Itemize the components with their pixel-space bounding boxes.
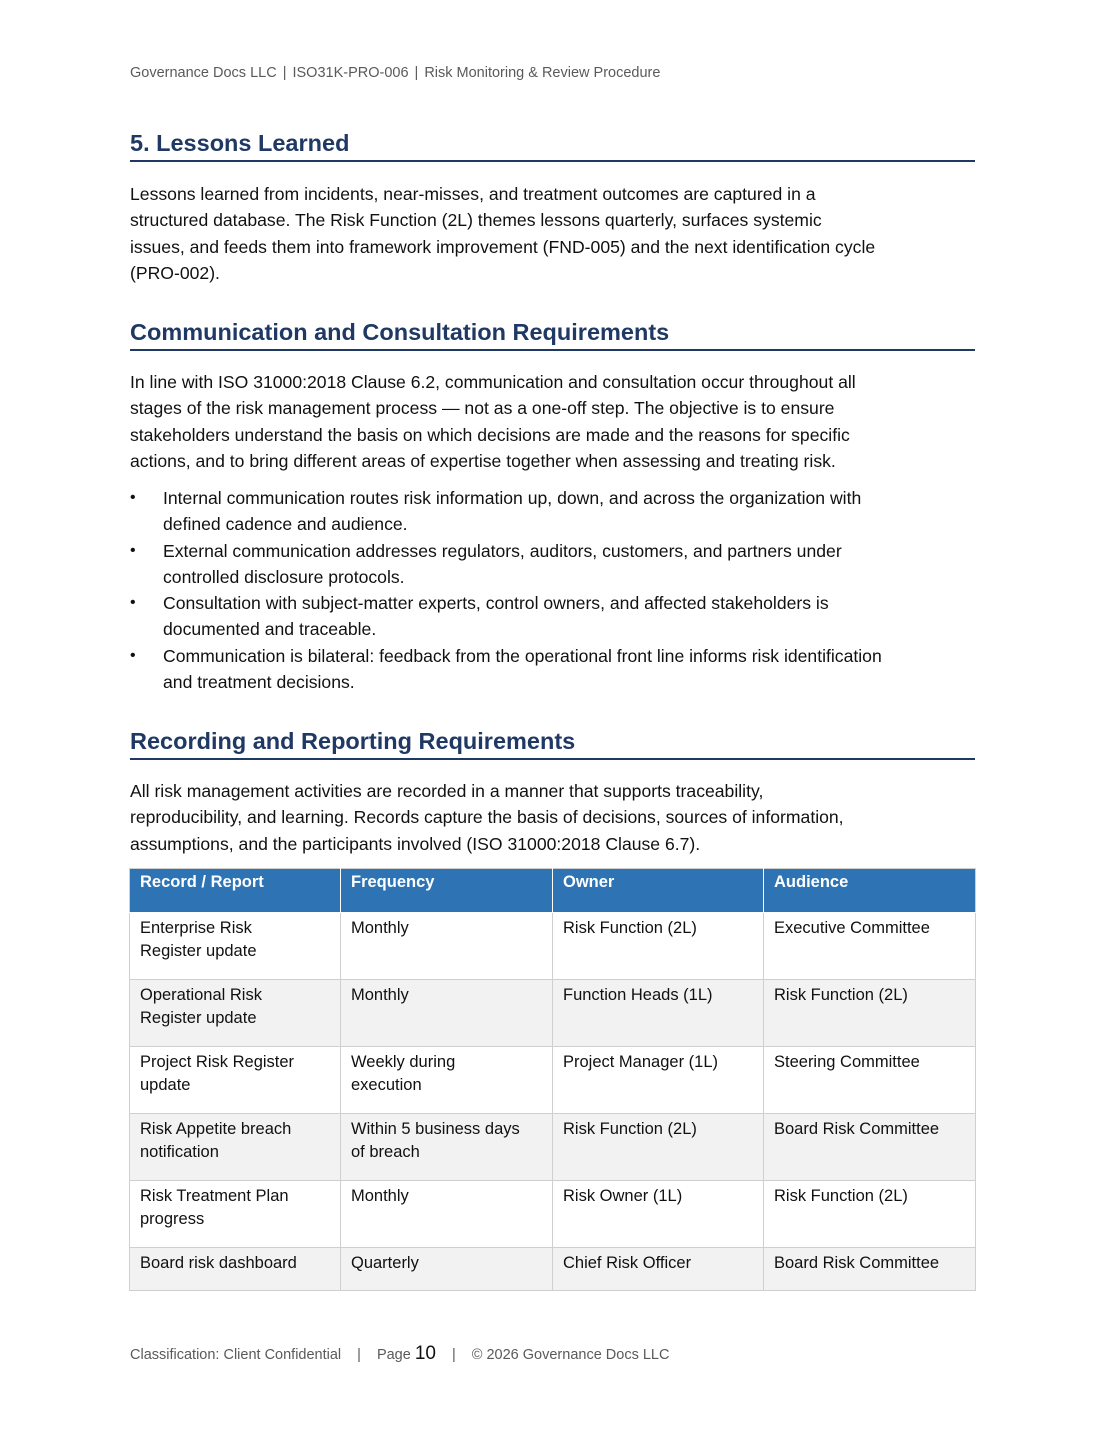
footer-page-number: 10 [414, 1343, 436, 1364]
bullet-item [130, 643, 975, 696]
table-cell [764, 1047, 976, 1114]
cell-line: Chief Risk Officer [563, 1254, 692, 1272]
bullet-icon: • [130, 594, 136, 612]
paragraph-line: reproducibility, and learning. Records capture the basis of decisions, sources of information, [130, 807, 844, 828]
footer-separator: | [357, 1347, 361, 1363]
table-cell [341, 980, 553, 1047]
table-cell [130, 1248, 341, 1291]
cell-line: Risk Appetite breach [140, 1120, 292, 1138]
column-header-owner: Owner [553, 869, 764, 913]
header-separator: | [282, 65, 287, 81]
cell-line: Board Risk Committee [774, 1254, 940, 1272]
cell-line: execution [351, 1076, 422, 1094]
bullet-icon: • [130, 646, 136, 664]
paragraph-line: In line with ISO 31000:2018 Clause 6.2, communication and consultation occur throughout all [130, 372, 856, 392]
bullet-line: External communication addresses regulators, auditors, customers, and partners under [163, 540, 842, 561]
running-header [130, 65, 660, 81]
paragraph-line: stakeholders understand the basis on which decisions are made and the reasons for specific [130, 424, 850, 445]
column-header-frequency: Frequency [341, 869, 553, 913]
communication-bullet-list [130, 485, 975, 695]
footer-classification: Classification: Client Confidential [130, 1347, 342, 1363]
paragraph-line: Lessons learned from incidents, near-misses, and treatment outcomes are captured in a [130, 184, 816, 204]
bullet-item [130, 485, 975, 538]
table-cell [130, 980, 341, 1047]
cell-line: notification [140, 1143, 219, 1161]
cell-line: Monthly [351, 986, 409, 1004]
bullet-line: Consultation with subject-matter experts, control owners, and affected stakeholders is [163, 593, 829, 614]
column-header-audience: Audience [764, 869, 976, 913]
cell-line: Risk Function (2L) [563, 1120, 697, 1138]
page-footer [130, 1343, 669, 1365]
table-cell [341, 1248, 553, 1291]
table-cell [341, 1114, 553, 1181]
table-cell [764, 1114, 976, 1181]
recording-heading: Recording and Reporting Requirements [130, 727, 975, 760]
bullet-line: Internal communication routes risk information up, down, and across the organization with [163, 488, 862, 508]
paragraph-line: assumptions, and the participants involved (ISO 31000:2018 Clause 6.7). [130, 833, 701, 854]
bullet-line: documented and traceable. [163, 619, 377, 640]
table-row [130, 1248, 976, 1291]
cell-line: Project Risk Register [140, 1053, 295, 1071]
table-row [130, 980, 976, 1047]
cell-line: Monthly [351, 919, 409, 937]
bullet-icon: • [130, 489, 136, 506]
cell-line: Risk Treatment Plan [140, 1187, 289, 1205]
cell-line: Project Manager (1L) [563, 1053, 718, 1071]
communication-paragraph [130, 369, 975, 474]
table-cell [764, 980, 976, 1047]
cell-line: Risk Function (2L) [774, 1187, 908, 1205]
bullet-line: controlled disclosure protocols. [163, 566, 405, 587]
column-header-record: Record / Report [130, 869, 341, 913]
paragraph-line: stages of the risk management process — not as a one-off step. The objective is to ensure [130, 398, 835, 419]
table-row [130, 913, 976, 980]
cell-line: of breach [351, 1143, 420, 1161]
footer-page-label: Page [376, 1347, 411, 1363]
table-cell [553, 980, 764, 1047]
cell-line: Steering Committee [774, 1053, 920, 1071]
cell-line: Board risk dashboard [140, 1254, 297, 1272]
bullet-item [130, 538, 975, 591]
bullet-line: Communication is bilateral: feedback from the operational front line informs risk identification [163, 645, 882, 666]
paragraph-line: actions, and to bring different areas of expertise together when assessing and treating risk. [130, 450, 836, 471]
cell-line: Board Risk Committee [774, 1120, 940, 1138]
communication-heading: Communication and Consultation Requirements [130, 318, 975, 351]
cell-line: Function Heads (1L) [563, 986, 713, 1004]
recording-paragraph [130, 778, 975, 857]
paragraph-line: issues, and feeds them into framework improvement (FND-005) and the next identification cycle [130, 236, 876, 257]
table-cell [764, 1181, 976, 1248]
table-cell [130, 913, 341, 980]
table-cell [764, 913, 976, 980]
header-doc-id: ISO31K-PRO-006 [292, 65, 409, 81]
footer-copyright: © 2026 Governance Docs LLC [471, 1347, 670, 1363]
header-separator: | [414, 65, 419, 81]
cell-line: Weekly during [351, 1053, 456, 1071]
bullet-line: and treatment decisions. [163, 672, 355, 693]
cell-line: Register update [140, 1009, 257, 1027]
table-row [130, 1181, 976, 1248]
lessons-learned-heading: 5. Lessons Learned [130, 129, 975, 162]
table-cell [553, 913, 764, 980]
table-cell [130, 1114, 341, 1181]
cell-line: Within 5 business days [351, 1120, 520, 1138]
cell-line: Risk Owner (1L) [563, 1187, 683, 1205]
table-cell [130, 1181, 341, 1248]
bullet-item [130, 590, 975, 643]
paragraph-line: (PRO-002). [130, 262, 220, 283]
cell-line: progress [140, 1210, 205, 1228]
table-header-row [130, 869, 976, 913]
footer-separator: | [451, 1347, 456, 1363]
header-company: Governance Docs LLC [130, 65, 277, 81]
table-cell [553, 1047, 764, 1114]
bullet-icon: • [130, 541, 136, 559]
cell-line: Quarterly [351, 1254, 419, 1272]
table-row [130, 1114, 976, 1181]
cell-line: update [140, 1076, 191, 1094]
table-cell [341, 1181, 553, 1248]
bullet-line: defined cadence and audience. [163, 514, 408, 535]
cell-line: Enterprise Risk [140, 919, 252, 937]
cell-line: Executive Committee [774, 919, 930, 937]
table-row [130, 1047, 976, 1114]
paragraph-line: All risk management activities are recorded in a manner that supports traceability, [130, 781, 764, 801]
table-cell [553, 1114, 764, 1181]
table-cell [130, 1047, 341, 1114]
cell-line: Register update [140, 942, 257, 960]
lessons-learned-paragraph [130, 181, 975, 286]
table-cell [341, 913, 553, 980]
reporting-table [129, 868, 976, 1291]
cell-line: Risk Function (2L) [563, 919, 697, 937]
table-cell [764, 1248, 976, 1291]
header-doc-title: Risk Monitoring & Review Procedure [424, 65, 661, 81]
paragraph-line: structured database. The Risk Function (2L) themes lessons quarterly, surfaces systemic [130, 210, 822, 231]
cell-line: Operational Risk [140, 986, 262, 1004]
table-cell [553, 1248, 764, 1291]
table-cell [341, 1047, 553, 1114]
cell-line: Risk Function (2L) [774, 986, 908, 1004]
cell-line: Monthly [351, 1187, 409, 1205]
table-cell [553, 1181, 764, 1248]
